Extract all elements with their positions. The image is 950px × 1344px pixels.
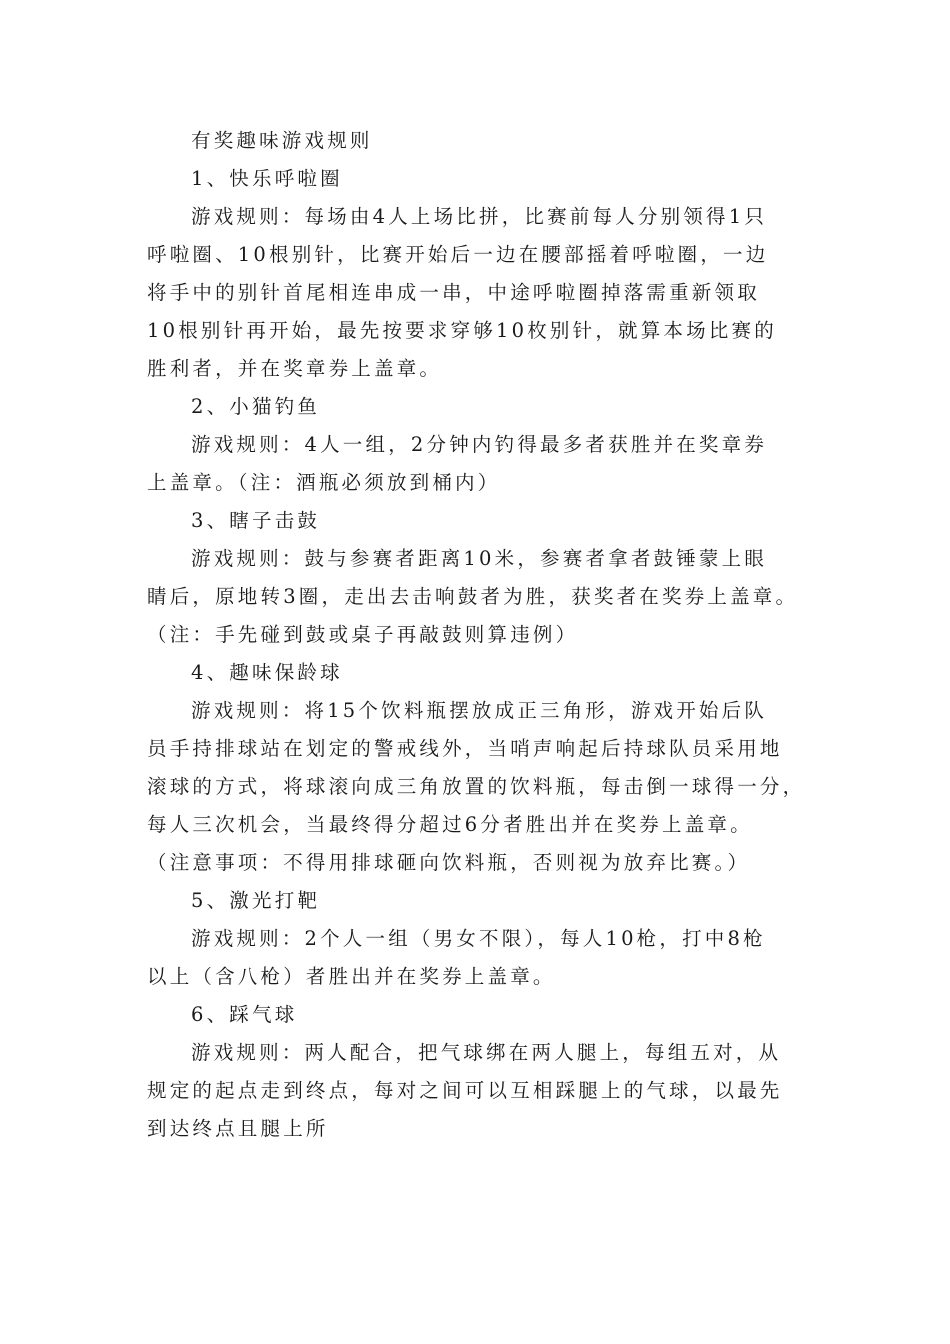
paragraph-line: 上盖章。（注：酒瓶必须放到桶内） bbox=[147, 471, 501, 494]
section-heading-1: 1、快乐呼啦圈 bbox=[191, 167, 343, 190]
section-heading-5: 5、激光打靶 bbox=[191, 889, 321, 912]
paragraph-line: 游戏规则：将15个饮料瓶摆放成正三角形，游戏开始后队 bbox=[191, 699, 768, 722]
document-title: 有奖趣味游戏规则 bbox=[191, 129, 373, 152]
section-heading-3: 3、瞎子击鼓 bbox=[191, 509, 321, 532]
paragraph-line: 到达终点且腿上所 bbox=[147, 1117, 329, 1140]
paragraph-line: 游戏规则：2个人一组（男女不限），每人10枪，打中8枪 bbox=[191, 927, 766, 950]
paragraph-line: 员手持排球站在划定的警戒线外，当哨声响起后持球队员采用地 bbox=[147, 737, 783, 760]
paragraph-line: 胜利者，并在奖章券上盖章。 bbox=[147, 357, 443, 380]
paragraph-line: 游戏规则：4人一组，2分钟内钓得最多者获胜并在奖章券 bbox=[191, 433, 768, 456]
paragraph-line: 10根别针再开始，最先按要求穿够10枚别针，就算本场比赛的 bbox=[147, 319, 777, 342]
paragraph-line: 以上（含八枪）者胜出并在奖券上盖章。 bbox=[147, 965, 556, 988]
paragraph-line: 滚球的方式，将球滚向成三角放置的饮料瓶，每击倒一球得一分， bbox=[147, 775, 806, 798]
paragraph-line: （注：手先碰到鼓或桌子再敲鼓则算违例） bbox=[147, 623, 579, 646]
paragraph-line: 呼啦圈、10根别针，比赛开始后一边在腰部摇着呼啦圈，一边 bbox=[147, 243, 769, 266]
section-heading-2: 2、小猫钓鱼 bbox=[191, 395, 321, 418]
paragraph-line: 游戏规则：两人配合，把气球绑在两人腿上，每组五对，从 bbox=[191, 1041, 782, 1064]
paragraph-line: 游戏规则：每场由4人上场比拼，比赛前每人分别领得1只 bbox=[191, 205, 768, 228]
paragraph-line: 睛后，原地转3圈，走出去击响鼓者为胜，获奖者在奖券上盖章。 bbox=[147, 585, 799, 608]
paragraph-line: 游戏规则：鼓与参赛者距离10米，参赛者拿者鼓锤蒙上眼 bbox=[191, 547, 768, 570]
section-heading-6: 6、踩气球 bbox=[191, 1003, 298, 1026]
section-heading-4: 4、趣味保龄球 bbox=[191, 661, 343, 684]
paragraph-line: 将手中的别针首尾相连串成一串，中途呼啦圈掉落需重新领取 bbox=[147, 281, 760, 304]
document-body bbox=[147, 122, 819, 1148]
paragraph-line: 每人三次机会，当最终得分超过6分者胜出并在奖券上盖章。 bbox=[147, 813, 753, 836]
paragraph-line: 规定的起点走到终点，每对之间可以互相踩腿上的气球，以最先 bbox=[147, 1079, 783, 1102]
paragraph-line: （注意事项：不得用排球砸向饮料瓶，否则视为放弃比赛。） bbox=[147, 851, 751, 874]
